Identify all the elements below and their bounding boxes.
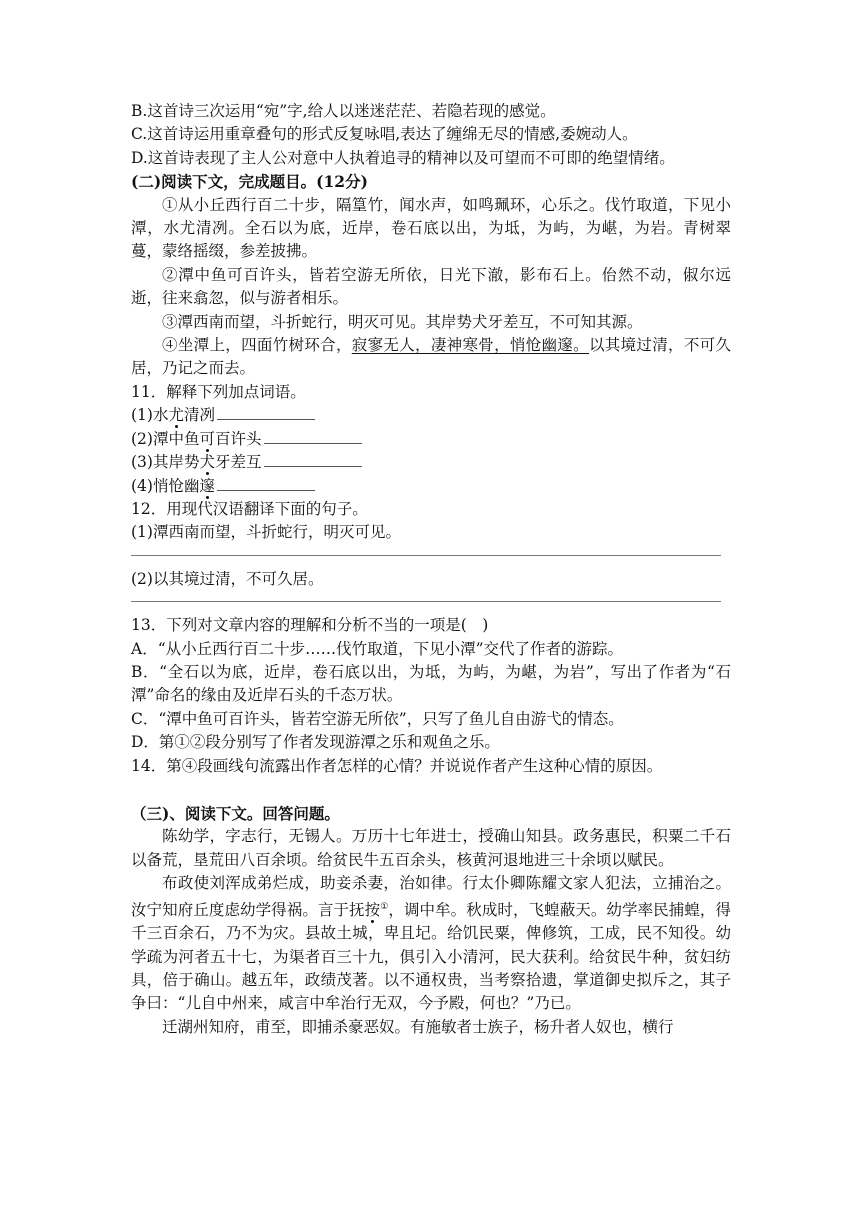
section3-paragraph-3: 迁湖州知府，甫至，即捕杀豪恶奴。有施敏者士族子，杨升者人奴也，横行 [162, 1017, 674, 1036]
dotted-word: 尤 [168, 406, 184, 425]
question-11-item-3 [131, 451, 731, 474]
section3-paragraph-2 [131, 872, 731, 1016]
p4-underlined-sentence: 寂寥无人，凄神寒骨，悄怆幽邃。 [351, 336, 589, 355]
section3-heading: （三)、阅读下文。回答问题。 [131, 803, 340, 823]
document-page [131, 100, 731, 1039]
passage-paragraph-3: ③潭西南而望，斗折蛇行，明灭可见。其岸势犬牙差互，不可知其源。 [162, 312, 643, 331]
passage-paragraph-1: ①从小丘西行百二十步，隔篁竹，闻水声，如鸣珮环，心乐之。伐竹取道，下见小潭，水尤清冽。全石以为底，近岸，卷石底以出，为坻，为屿，为嵁，为岩。青树翠蔓，蒙络摇缀，参差披拂。 [131, 195, 731, 261]
passage-paragraph-4 [131, 334, 731, 381]
dotted-word: 按 [364, 900, 381, 919]
item-text: (3)其岸势 [131, 453, 200, 472]
item-text: (1)水 [131, 406, 169, 425]
section3-paragraph-1: 陈幼学，字志行，无锡人。万历十七年进士，授确山知县。政务惠民，积粟二千石以备荒，垦荒田八百余顷。给贫民牛五百余头，核黄河退地进三十余顷以赋民。 [131, 827, 731, 869]
dotted-word: 犬 [199, 453, 215, 472]
question-13-option-b: B．“全石以为底，近岸，卷石底以出，为坻，为屿，为嵁，为岩”，写出了作者为“石潭”命名的缘由及近岸石头的千态万状。 [131, 662, 731, 705]
item-text: 百许头 [214, 429, 262, 448]
question-14-stem: 14．第④段画线句流露出作者怎样的心情？并说说作者产生这种心情的原因。 [131, 756, 663, 775]
question-13-option-a: A．“从小丘西行百二十步……伐竹取道，下见小潭”交代了作者的游踪。 [131, 639, 624, 658]
option-b: B.这首诗三次运用“宛”字,给人以迷迷茫茫、若隐若现的感觉。 [131, 102, 556, 120]
question-12-sentence-1: (1)潭西南而望，斗折蛇行，明灭可见。 [131, 523, 401, 542]
answer-blank[interactable] [217, 476, 315, 491]
footnote-mark: ① [380, 901, 389, 912]
question-12-stem: 12．用现代汉语翻译下面的句子。 [131, 499, 368, 518]
question-13-stem: 13．下列对文章内容的理解和分析不当的一项是( ) [131, 616, 489, 635]
answer-blank[interactable] [217, 405, 315, 420]
question-13-option-d: D．第①②段分别写了作者发现游潭之乐和观鱼之乐。 [131, 733, 500, 752]
option-d: D.这首诗表现了主人公对意中人执着追寻的精神以及可望而不可即的绝望情绪。 [131, 148, 675, 167]
spacer [131, 778, 731, 802]
p2-text-post: ，调中牟。秋成时，飞蝗蔽天。幼学率民捕蝗，得千三百余石，乃不为灾。县故土城，卑且圮。给饥民粟，俾修筑，工成，民不知役。幼学疏为河者五十七，为渠者百三十九，俱引入小清河，民大获利。给贫民牛种，贫妇纺具，倍于确山。越五年，政绩茂著。以不通权贵，当考察拾遗，掌道御史拟斥之，其子争曰：“儿自中州来，咸言中牟治行无双，今予殿，何也？”乃已。 [131, 900, 731, 1013]
passage-paragraph-2: ②潭中鱼可百许头，皆若空游无所依，日光下澈，影布石上。佁然不动，俶尔远逝，往来翕忽，似与游者相乐。 [131, 265, 731, 308]
section2-heading: (二)阅读下文，完成题目。(12分) [131, 172, 368, 192]
p2-text-pre: 布政使刘浑成弟烂成，助妾杀妻，治如律。行太仆卿陈耀文家人犯法，立捕治之。汝宁知府丘度虑幼学得祸。言于抚 [131, 874, 731, 919]
p4-text-post: 以其境过清，不可久居，乃记之而去。 [131, 336, 731, 378]
question-12-sentence-2: (2)以其境过清，不可久居。 [131, 569, 324, 588]
question-11-item-1 [131, 404, 731, 427]
item-text: (4)悄怆幽 [131, 476, 200, 495]
item-text: 清冽 [183, 406, 215, 425]
answer-blank[interactable] [264, 452, 362, 467]
p4-text-pre: ④坐潭上，四面竹树环合， [162, 336, 352, 355]
item-text: (2)潭中鱼 [131, 429, 200, 448]
question-11-stem: 11．解释下列加点词语。 [131, 382, 306, 401]
dotted-word: 可 [199, 429, 215, 448]
question-11-item-4 [131, 475, 731, 498]
answer-blank[interactable] [264, 429, 362, 444]
answer-line[interactable] [131, 545, 721, 556]
option-c: C.这首诗运用重章叠句的形式反复咏唱,表达了缠绵无尽的情感,委婉动人。 [131, 125, 638, 144]
dotted-word: 邃 [199, 476, 215, 495]
answer-line[interactable] [131, 591, 721, 602]
item-text: 牙差互 [214, 453, 262, 472]
question-11-item-2 [131, 428, 731, 451]
question-13-option-c: C．“潭中鱼可百许头，皆若空游无所依”，只写了鱼儿自由游弋的情态。 [131, 709, 624, 728]
